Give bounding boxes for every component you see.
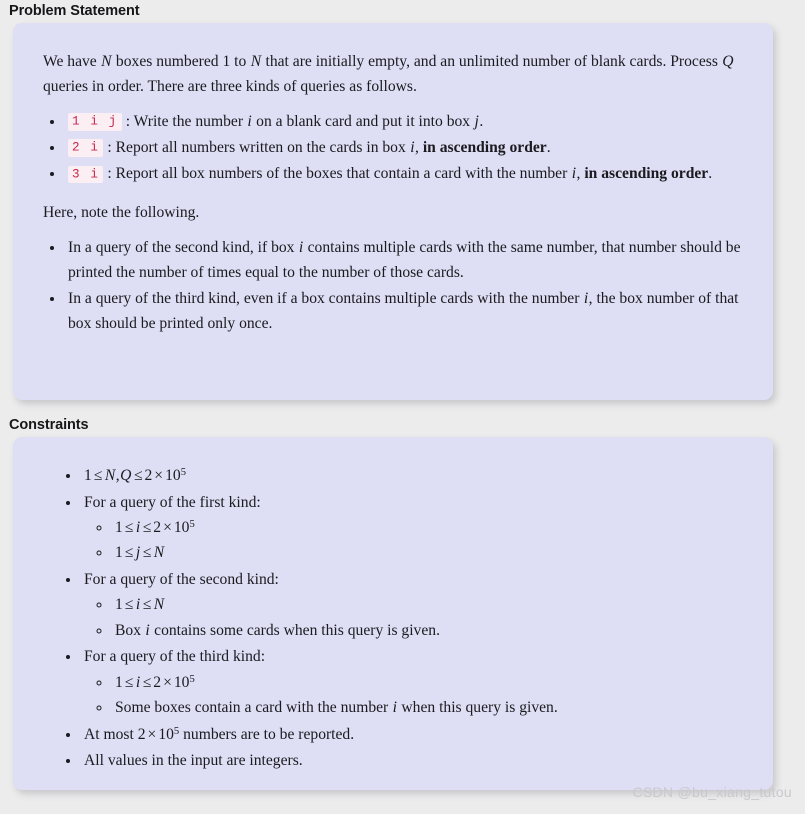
c3s0-base: 10: [173, 673, 190, 691]
c4-text-b: numbers are to be reported.: [179, 725, 355, 743]
list-item: [81, 644, 743, 720]
query-var-1b: j: [474, 112, 479, 130]
c1s0-times: ×: [163, 519, 172, 536]
c1s1-le1: ≤: [124, 544, 134, 562]
constraint-group-2-label: For a query of the second kind:: [84, 571, 279, 588]
list-item: [112, 670, 743, 695]
query-code-2: 2 i: [68, 139, 103, 157]
c0-le2: ≤: [133, 467, 143, 484]
list-item: [65, 235, 743, 286]
list-item: [81, 722, 743, 747]
list-item: [65, 161, 743, 186]
c2s0-var: i: [135, 596, 141, 614]
constraint-nq-math: [84, 467, 186, 484]
c2s0-le1: ≤: [124, 596, 134, 614]
c2s1-var: i: [145, 621, 150, 639]
list-item: [81, 748, 743, 773]
intro-text-5: queries in order. There are three kinds of queries as follows.: [43, 78, 417, 96]
list-item: [112, 592, 743, 617]
c4-times: ×: [147, 725, 157, 743]
query-bold-2: in ascending order: [422, 138, 547, 156]
query-code-1: 1 i j: [68, 113, 122, 131]
note-text-1a: In a query of the second kind, if box: [68, 238, 299, 256]
constraints-sublist-2: [84, 592, 743, 643]
problem-statement-heading: Problem Statement: [9, 3, 140, 19]
query-text-3c: .: [708, 165, 713, 182]
note-text-2b: , the box number of that box should be printed only once.: [68, 290, 739, 333]
c0-two: 2: [144, 467, 153, 484]
c1s1-one: 1: [115, 544, 123, 562]
note-text-1b: contains multiple cards with the same number, that number should be printed the number of times equal to the number of those cards.: [68, 238, 741, 281]
query-text-2a: Report all numbers written on the cards in box: [115, 138, 410, 156]
query-var-3a: i: [571, 165, 577, 182]
c4-base: 10: [158, 725, 174, 743]
query-text-3b: ,: [576, 165, 585, 182]
c0-exp: 5: [180, 466, 186, 478]
c0-base: 10: [165, 467, 181, 484]
c1s0-le2: ≤: [142, 519, 152, 536]
c1s0-le1: ≤: [124, 519, 134, 536]
c1s0-math: [115, 519, 195, 536]
query-sep-3: :: [103, 165, 116, 182]
list-item: [112, 515, 743, 540]
intro-var-q: Q: [722, 53, 734, 70]
c3s1-text-a: Some boxes contain a card with the number: [115, 698, 393, 716]
c1s1-le2: ≤: [142, 544, 152, 562]
note-intro-paragraph: Here, note the following.: [43, 204, 200, 222]
c3s0-var: i: [135, 673, 141, 691]
c1s0-var: i: [135, 519, 141, 536]
intro-text-2: boxes numbered 1 to: [112, 53, 251, 70]
intro-text-3: that are initially empty, and an unlimited number of blank cards.: [261, 53, 667, 70]
c2s0-one: 1: [115, 596, 123, 614]
query-text-1c: .: [479, 112, 484, 130]
intro-var-n-1: N: [101, 53, 112, 70]
query-sep-1: :: [121, 112, 134, 130]
c4-exp: 5: [173, 725, 180, 737]
c4-text-a: At most: [84, 725, 138, 743]
list-item: [112, 618, 743, 643]
c2s1-text-b: contains some cards when this query is given.: [150, 621, 440, 639]
c1s1-rhs: N: [153, 544, 165, 562]
constraints-list: [43, 463, 743, 774]
c1s0-one: 1: [115, 519, 123, 536]
list-item: [65, 135, 743, 160]
c4-math: [138, 726, 179, 743]
c3s1-var: i: [392, 698, 397, 716]
c1s1-var: j: [135, 544, 141, 562]
list-item: [112, 540, 743, 565]
c3s0-le2: ≤: [142, 673, 152, 691]
problem-intro-paragraph: [43, 49, 743, 100]
query-var-2a: i: [410, 138, 415, 156]
c3s0-times: ×: [163, 673, 172, 691]
note-var-2: i: [583, 290, 589, 307]
query-bold-3: in ascending order: [584, 165, 709, 182]
intro-text-1: We have: [43, 53, 101, 70]
query-text-2c: .: [546, 138, 551, 156]
query-text-1b: on a blank card and put it into box: [252, 112, 474, 130]
query-text-3a: Report all box numbers of the boxes that contain a card with the number: [115, 165, 572, 182]
c3s0-le1: ≤: [124, 673, 134, 691]
constraints-card: [13, 437, 773, 790]
list-item: [81, 463, 743, 488]
constraints-heading: Constraints: [9, 417, 89, 433]
query-text-1a: Write the number: [133, 112, 247, 130]
c3s0-math: [115, 674, 195, 691]
problem-statement-card: [13, 23, 773, 400]
c2s0-math: [115, 596, 165, 613]
c0-one: 1: [84, 467, 92, 484]
c1s0-two: 2: [153, 519, 162, 536]
constraints-sublist-3: [84, 670, 743, 721]
c3s0-one: 1: [115, 673, 123, 691]
c0-comma: ,: [115, 467, 120, 484]
intro-var-n-2: N: [250, 53, 262, 70]
c0-var-n: N: [104, 467, 116, 484]
c1s0-base: 10: [173, 519, 190, 536]
c4-two: 2: [137, 725, 146, 743]
c0-var-q: Q: [120, 467, 132, 484]
constraint-group-1-label: For a query of the first kind:: [84, 493, 261, 511]
c3s0-exp: 5: [189, 673, 195, 685]
c1s1-math: [115, 544, 165, 561]
query-var-1a: i: [247, 112, 252, 130]
c2s1-text-a: Box: [115, 621, 145, 639]
c3s1-text-b: when this query is given.: [397, 698, 558, 716]
c0-times: ×: [154, 467, 164, 484]
list-item: [81, 567, 743, 643]
query-kinds-list: [43, 109, 743, 187]
c2s0-rhs: N: [153, 596, 165, 614]
list-item: [65, 109, 743, 134]
query-code-3: 3 i: [68, 166, 103, 184]
query-text-2b: ,: [415, 138, 423, 156]
csdn-watermark: CSDN @bu_xiang_tutou: [632, 784, 792, 800]
c0-le1: ≤: [93, 467, 103, 484]
list-item: [112, 695, 743, 720]
c1s0-exp: 5: [189, 518, 195, 530]
list-item: [81, 490, 743, 566]
note-var-1: i: [298, 238, 304, 256]
note-text-2a: In a query of the third kind, even if a box contains multiple cards with the number: [68, 290, 584, 307]
query-sep-2: :: [103, 138, 116, 156]
intro-text-4: Process: [670, 53, 722, 70]
notes-list: [43, 235, 743, 337]
c5-text: All values in the input are integers.: [84, 752, 303, 770]
c2s0-le2: ≤: [142, 596, 152, 614]
list-item: [65, 286, 743, 337]
constraints-sublist-1: [84, 515, 743, 566]
constraint-group-3-label: For a query of the third kind:: [84, 648, 266, 666]
c3s0-two: 2: [153, 673, 162, 691]
